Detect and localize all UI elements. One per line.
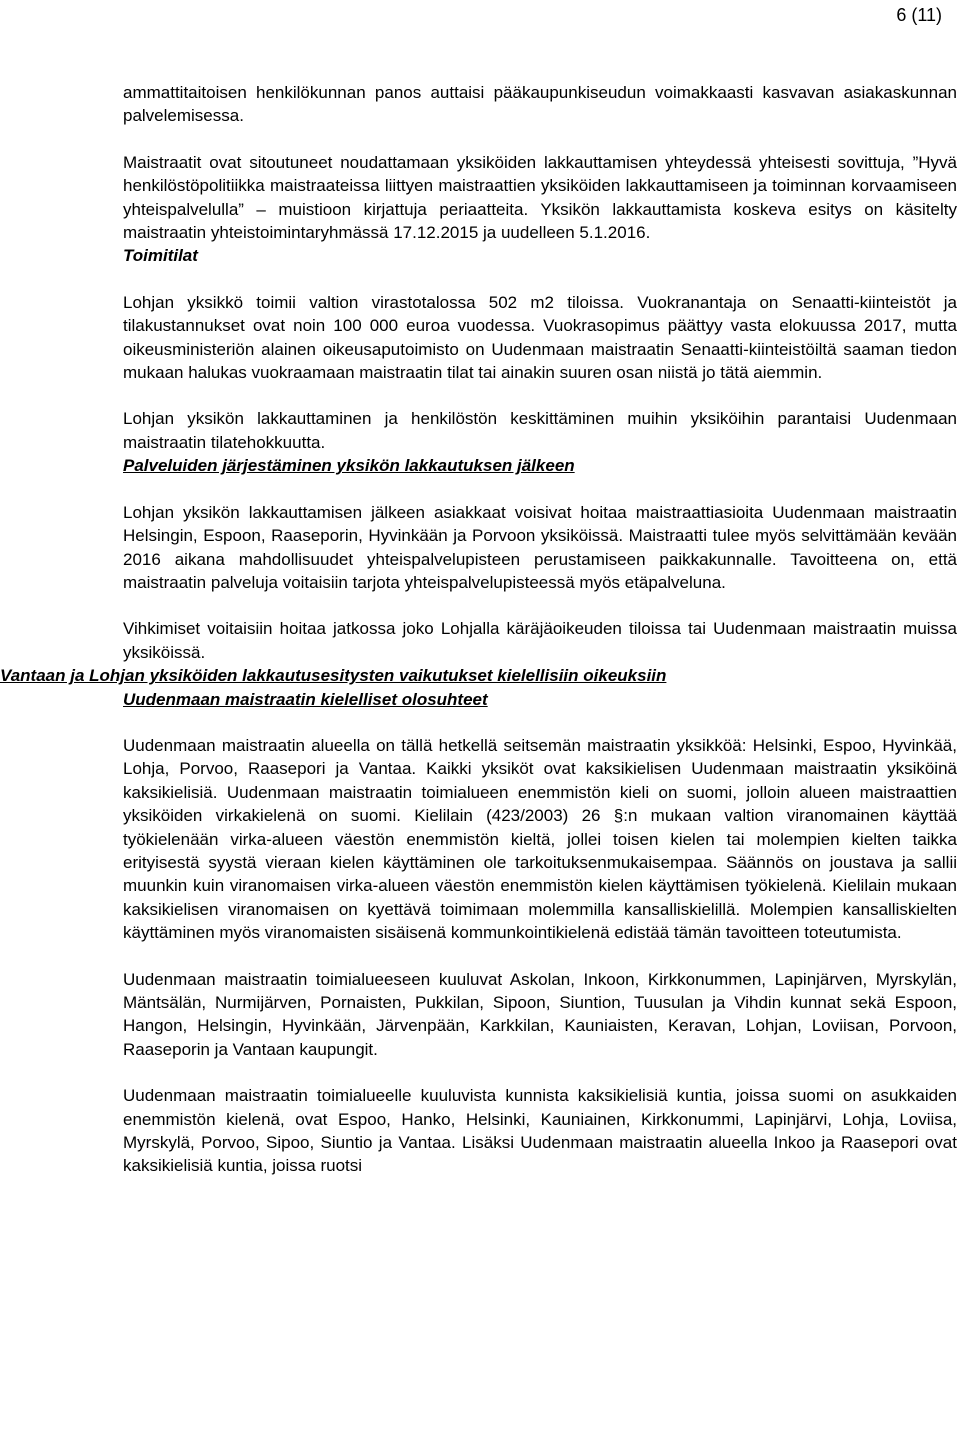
paragraph-premises: Lohjan yksikkö toimii valtion virastotalossa 502 m2 tiloissa. Vuokranantaja on Senaatti-kiinteistöt ja tilakustannukset ovat noin 100 000 euroa vuodessa. Vuokrasopimus päättyy vasta elokuussa 2017, mutta oikeusministeriön alainen oikeusaputoimisto on Uudenmaan maistraatin Senaatti-kiinteistöiltä saaman tiedon mukaan halukas vuokraamaan maistraatin tilat tai ainakin suuren osan niistä jo tätä aiemmin. <box>123 292 957 383</box>
paragraph-hr-policy: Maistraatit ovat sitoutuneet noudattamaan yksiköiden lakkauttamisen yhteydessä yhteisesti sovittuja, ”Hyvä henkilöstöpolitiikka maistraateissa liittyen maistraattien yksiköiden lakkauttamiseen ja toiminnan korvaamiseen yhteispalvelulla” – muistioon kirjattuja periaatteita. Yksikön lakkauttamista koskeva esitys on käsitelty maistraatin yhteistoimintaryhmässä 17.12.2015 ja uudelleen 5.1.2016. <box>123 152 957 243</box>
paragraph-units-language: Uudenmaan maistraatin alueella on tällä hetkellä seitsemän maistraatin yksikköä: Helsinki, Espoo, Hyvinkää, Lohja, Porvoo, Raasepori ja Vantaa. Kaikki yksiköt ovat kaksikielisen Uudenmaan maistraatin yksiköinä kaksikielisiä. Uudenmaan maistraatin toimialueen enemmistön kieli on suomi, jolloin alueen maistraattien yksiköiden virkakielenä on suomi. Kielilain (423/2003) 26 §:n mukaan valtion viranomainen käyttää työkielenään virka-alueen väestön enemmistön kieltä, jollei toisen kielen tai molempien kielten taikka erityisestä syystä vieraan kielen käyttäminen ole tarkoituksenmukaisempaa. Säännös on joustava ja sallii muunkin kuin viranomaisen virka-alueen väestön enemmistön kielen käyttämisen työkielenä. Kielilain mukaan kaksikielisen viranomaisen on kyettävä toimimaan molemmilla kansalliskielillä. Molempien kansalliskielten käyttäminen myös viranomaisten sisäisenä kommunkointikielenä edistää tämän tavoitteen toteutumista. <box>123 735 957 943</box>
paragraph-services-after-closure: Lohjan yksikön lakkauttamisen jälkeen asiakkaat voisivat hoitaa maistraattiasioita Uudenmaan maistraatin Helsingin, Espoon, Raaseporin, Hyvinkään ja Porvoon yksiköissä. Maistraatti tulee myös selvittämään kevään 2016 aikana mahdollisuudet yhteispalvelupisteen perustamiseen paikkakunnalle. Tavoitteena on, että maistraatin palveluja voitaisiin tarjota yhteispalvelupisteessä myös etäpalveluna. <box>123 502 957 592</box>
heading-service-arrangement: Palveluiden järjestäminen yksikön lakkautuksen jälkeen <box>123 456 575 476</box>
paragraph-space-efficiency: Lohjan yksikön lakkauttaminen ja henkilöstön keskittäminen muihin yksiköihin parantaisi Uudenmaan maistraatin tilatehokkuutta. <box>123 409 957 452</box>
paragraph-staff-contribution: ammattitaitoisen henkilökunnan panos auttaisi pääkaupunkiseudun voimakkaasti kasvavan asiakaskunnan palvelemisessa. <box>123 83 957 126</box>
page-number: 6 (11) <box>896 5 942 25</box>
heading-language-rights: Vantaan ja Lohjan yksiköiden lakkautusesitysten vaikutukset kielellisiin oikeuksiin <box>0 666 667 686</box>
document-body <box>0 81 957 1178</box>
paragraph-weddings: Vihkimiset voitaisiin hoitaa jatkossa joko Lohjalla käräjäoikeuden tiloissa tai Uudenmaan maistraatin muissa yksiköissä. <box>123 619 957 662</box>
heading-toimitilat: Toimitilat <box>123 246 198 266</box>
paragraph-bilingual-municipalities: Uudenmaan maistraatin toimialueelle kuuluvista kunnista kaksikielisiä kuntia, joissa suomi on asukkaiden enemmistön kielenä, ovat Espoo, Hanko, Helsinki, Kauniainen, Kirkkonummi, Lapinjärvi, Lohja, Loviisa, Myrskylä, Porvoo, Sipoo, Siuntio ja Vantaa. Lisäksi Uudenmaan maistraatin alueella Inkoo ja Raasepori ovat kaksikielisiä kuntia, joissa ruotsi <box>123 1086 957 1176</box>
paragraph-municipalities: Uudenmaan maistraatin toimialueeseen kuuluvat Askolan, Inkoon, Kirkkonummen, Lapinjärven, Myrskylän, Mäntsälän, Nurmijärven, Pornaisten, Pukkilan, Sipoon, Siuntion, Tuusulan ja Vihdin kunnat sekä Espoon, Hangon, Helsingin, Hyvinkään, Järvenpään, Karkkilan, Kauniaisten, Keravan, Lohjan, Loviisan, Porvoon, Raaseporin ja Vantaan kaupungit. <box>123 969 957 1059</box>
heading-language-conditions: Uudenmaan maistraatin kielelliset olosuhteet <box>123 689 488 709</box>
